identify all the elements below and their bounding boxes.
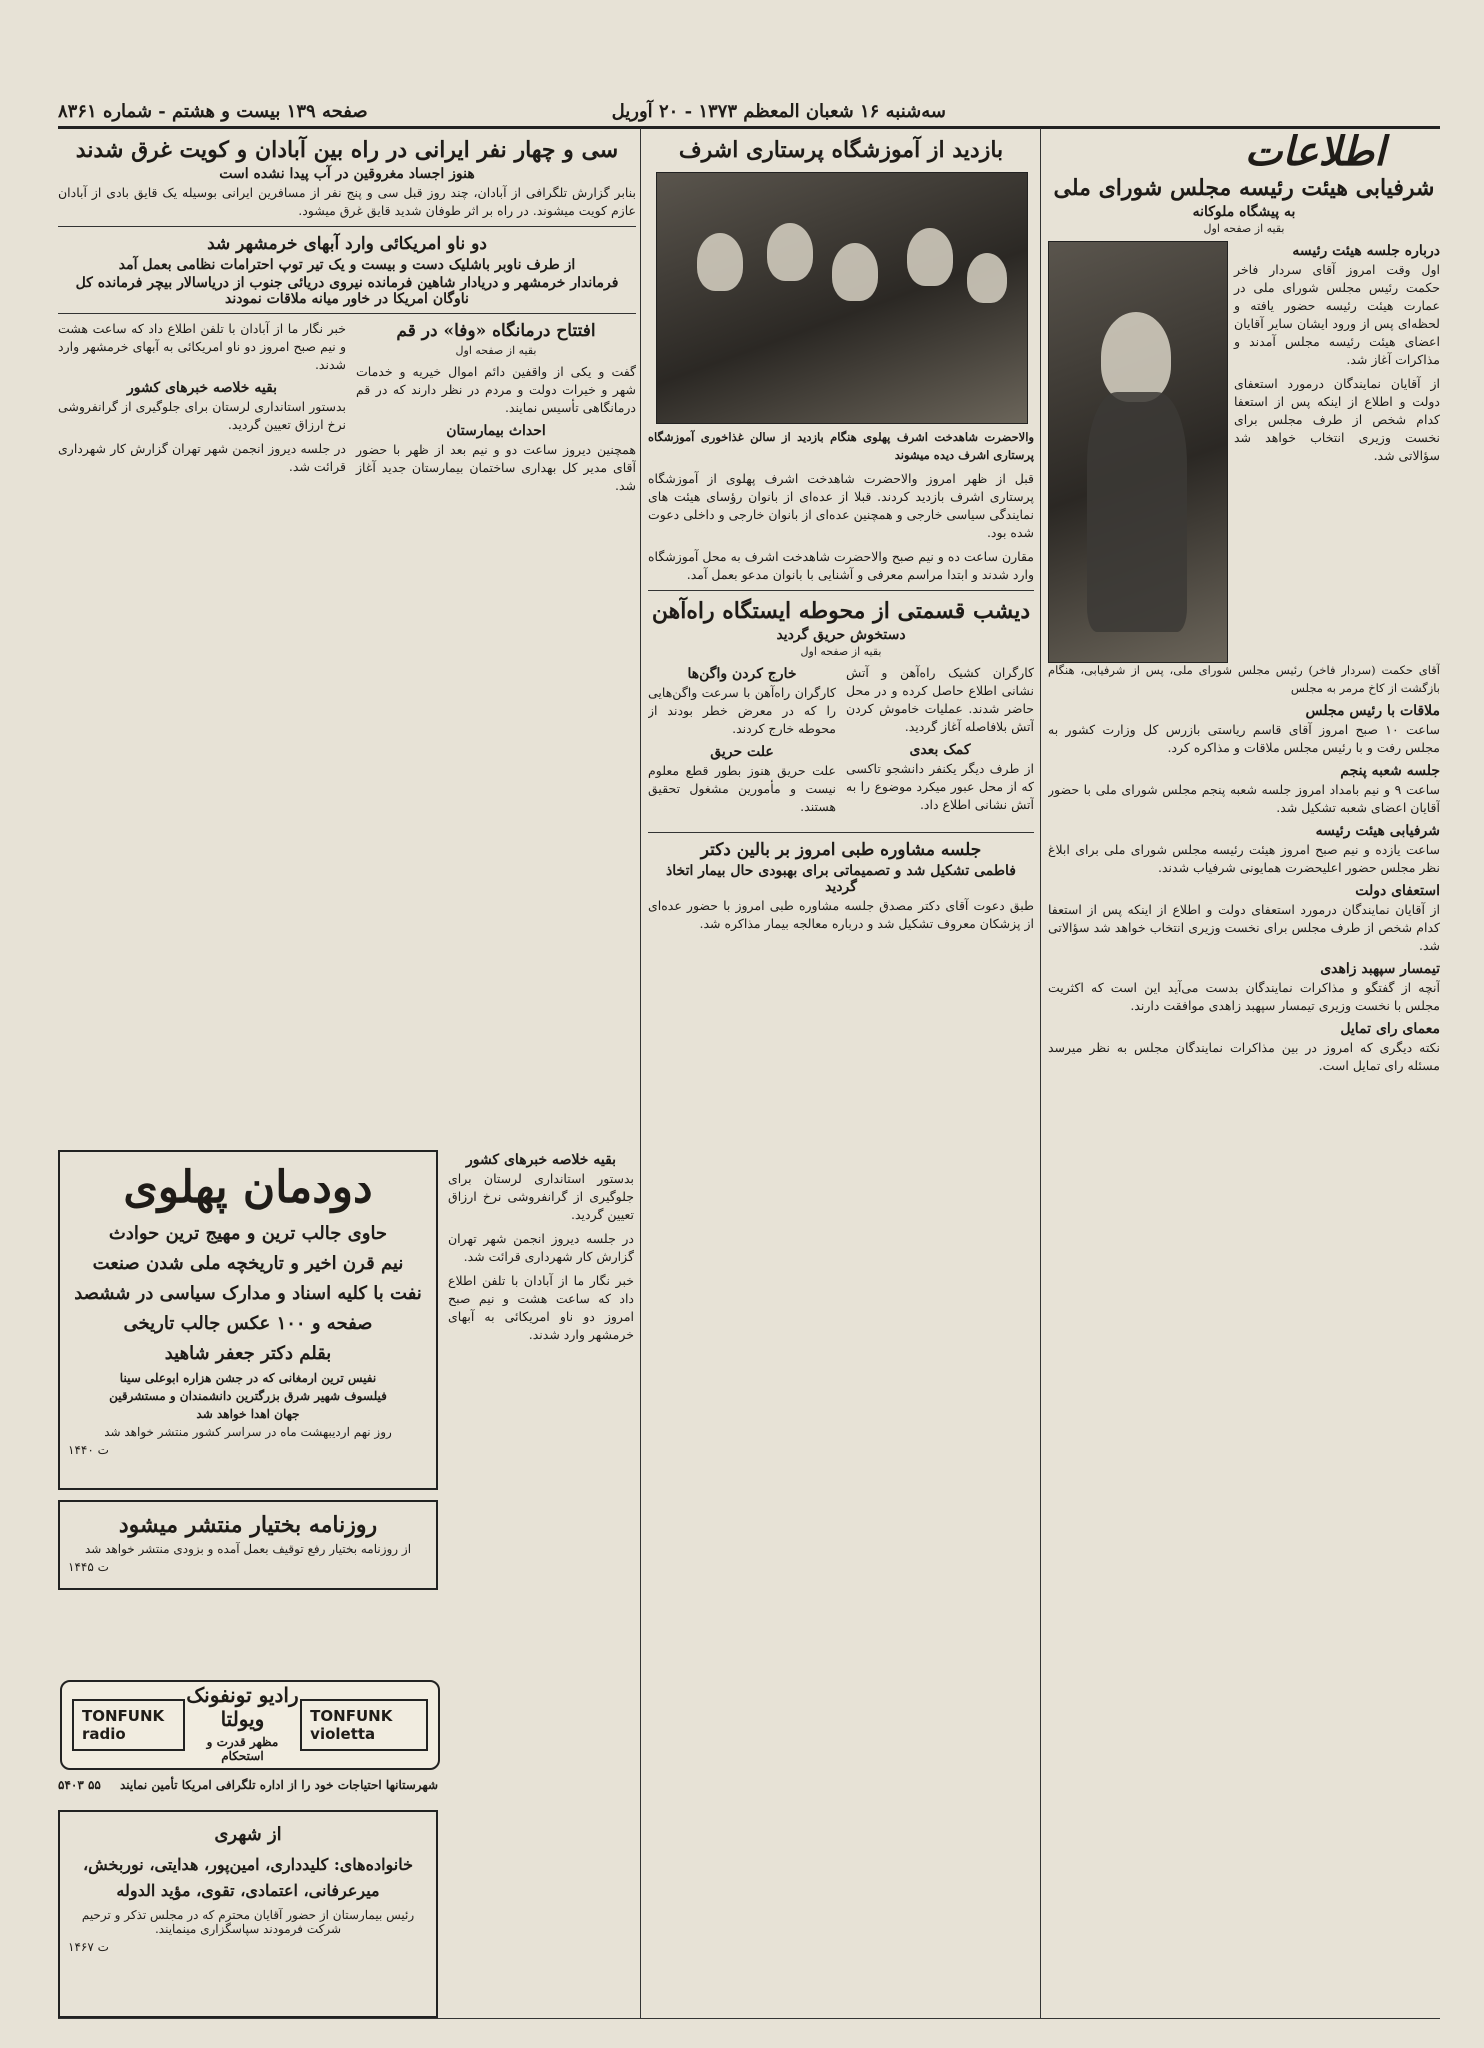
photo-caption: آقای حکمت (سردار فاخر) رئیس مجلس شورای ملی، پس از شرفیابی، هنگام بازگشت از کاخ مرمر به مجلس — [1048, 663, 1440, 695]
paragraph: ساعت ۹ و نیم بامداد امروز جلسه شعبه پنجم مجلس شورای ملی با حضور آقایان اعضای شعبه تشکیل شد. — [1048, 782, 1440, 815]
paragraph: از طرف دیگر یکنفر دانشجو تاکسی که از محل عبور میکرد موضوع را به آتش نشانی اطلاع داد. — [846, 761, 1034, 812]
ad-bakhtiar-title: روزنامه بختیار منتشر میشود — [118, 1512, 378, 1538]
ad-code: ت ۱۴۶۷ — [68, 1940, 109, 1954]
column-middle — [648, 130, 1034, 2020]
ad-line: بقلم دکتر جعفر شاهید — [164, 1343, 332, 1364]
ad-radio-phone: ۵۵ ۵۴۰۳ — [58, 1778, 101, 1792]
section-heading: معمای رای تمایل — [1340, 1021, 1440, 1037]
page-line: صفحه ۱۳۹ بیست و هشتم - شماره ۸۳۶۱ — [58, 100, 368, 122]
headline-clinic: افتتاح درمانگاه «وفا» در قم — [396, 321, 596, 341]
paragraph: همچنین دیروز ساعت دو و نیم بعد از ظهر با حضور آقای مدیر کل بهداری ساختمان بیمارستان جدید آغاز شد. — [356, 442, 636, 493]
paragraph: آنچه از گفتگو و مذاکرات نمایندگان بدست می‌آید این است که اکثریت مجلس با نخست وزیری تیمسار سپهبد زاهدی موافقت دارند. — [1048, 980, 1440, 1013]
section-heading: احداث بیمارستان — [446, 423, 546, 439]
headline-boat: سی و چهار نفر ایرانی در راه بین آبادان و کویت غرق شدند — [75, 137, 619, 163]
headline-rail-fire: دیشب قسمتی از محوطه ایستگاه راه‌آهن — [651, 598, 1031, 624]
paragraph: در جلسه دیروز انجمن شهر تهران گزارش کار شهرداری قرائت شد. — [58, 441, 346, 474]
headline-us-ships: دو ناو امریکائی وارد آبهای خرمشهر شد — [207, 234, 487, 254]
section-heading: بقیه خلاصه خبرهای کشور — [465, 1152, 617, 1168]
notice-box — [58, 1810, 438, 2018]
section-heading: بقیه خلاصه خبرهای کشور — [126, 380, 278, 396]
section-heading: علت حریق — [710, 744, 774, 760]
ad-radio-brand-left: TONFUNK violetta — [300, 1699, 428, 1751]
paragraph: بدستور استانداری لرستان برای جلوگیری از گرانفروشی نرخ ارزاق تعیین گردید. — [448, 1171, 634, 1222]
ad-line: نفت با کلیه اسناد و مدارک سیاسی در ششصد — [74, 1283, 422, 1304]
subhead-us-ships-2: فرماندار خرمشهر و دریادار شاهین فرمانده نیروی دریائی جنوب از دریاسالار بیچر فرمانده کل ناوگان امریکا در خاور میانه ملاقات نمودند — [75, 275, 619, 307]
ad-line: جهان اهدا خواهد شد — [196, 1407, 300, 1421]
paragraph: علت حریق هنوز بطور قطع معلوم نیست و مأمورین مشغول تحقیق هستند. — [648, 763, 836, 814]
paragraph: در جلسه دیروز انجمن شهر تهران گزارش کار شهرداری قرائت شد. — [448, 1231, 634, 1264]
section-heading: کمک بعدی — [909, 742, 971, 758]
divider-mid — [640, 128, 641, 2018]
ad-radio-note-text: شهرستانها احتیاجات خود را از اداره تلگرافی امریکا تأمین نمایند — [119, 1778, 438, 1792]
notice-families: خانواده‌های: کلیدداری، امین‌پور، هدایتی، نوربخش، میرعرفانی، اعتمادی، تقوی، مؤید الدوله — [82, 1855, 414, 1900]
paragraph: اول وقت امروز آقای سردار فاخر حکمت رئیس مجلس شورای ملی در عمارت هیئت رئیسه حضور یافته و لحظه‌ای پس از ورود ایشان سایر آقایان اعضای هیئت رئیسه مجلس آمدند و مذاکرات آغاز شد. — [1234, 262, 1440, 367]
continued-note: بقیه از صفحه اول — [800, 645, 882, 658]
newspaper-logo: اطلاعات — [1244, 128, 1386, 175]
masthead-bar — [58, 98, 1440, 124]
photo-speaker — [1048, 241, 1228, 663]
section-heading: خارج کردن واگن‌ها — [687, 666, 797, 682]
ad-radio-subtitle: مظهر قدرت و استحکام — [206, 1735, 279, 1763]
ad-bakhtiar — [58, 1500, 438, 1590]
ad-book — [58, 1150, 438, 1490]
subhead-rail-fire: دستخوش حریق گردید — [776, 627, 906, 643]
paragraph: بنابر گزارش تلگرافی از آبادان، چند روز قبل سی و پنج نفر از مسافرین ایرانی بوسیله یک قایق بادی از آبادان عازم کویت میشوند. در راه بر اثر طوفان شدید قایق غرق میشود. — [58, 185, 636, 218]
ad-book-title: دودمان پهلوی — [123, 1162, 373, 1213]
column-left — [58, 130, 636, 1130]
ad-radio-note — [58, 1778, 438, 1792]
ad-radio — [60, 1680, 440, 1770]
paragraph: کارگران کشیک راه‌آهن و آتش نشانی اطلاع حاصل کرده و در محل حاضر شدند. عملیات خاموش کردن آتش بلافاصله آغاز گردید. — [846, 665, 1034, 734]
paragraph: از آقایان نمایندگان درمورد استعفای دولت و اطلاع از اینکه پس از استعفا کدام شخص از طرف مجلس برای نخست وزیری انتخاب خواهد شد سؤالاتی شد. — [1234, 376, 1440, 463]
photo-caption: والاحضرت شاهدخت اشرف پهلوی هنگام بازدید از سالن غذاخوری آموزشگاه پرستاری اشرف دیده میشوند — [648, 430, 1034, 462]
ad-radio-brand-right: TONFUNK radio — [72, 1699, 185, 1751]
paragraph: گفت و یکی از واقفین دائم اموال خیریه و خدمات شهر و خیرات دولت و مردم در نظر دارند که در قم درمانگاهی تأسیس نمایند. — [356, 364, 636, 415]
ad-line: حاوی جالب ترین و مهیج ترین حوادث — [108, 1223, 388, 1244]
bottom-rule — [58, 2018, 1440, 2019]
continued-note: بقیه از صفحه اول — [455, 344, 537, 357]
column-right — [1048, 168, 1440, 2018]
column-left-lower — [448, 1150, 634, 2010]
subhead-medical: فاطمی تشکیل شد و تصمیماتی برای بهبودی حال بیمار اتخاذ گردید — [666, 863, 1016, 895]
continued-note: بقیه از صفحه اول — [1203, 222, 1285, 235]
paragraph: ساعت یازده و نیم صبح امروز هیئت رئیسه مجلس شورای ملی برای ابلاغ نظر مجلس حضور اعلیحضرت همایونی شرفیاب شدند. — [1048, 842, 1440, 875]
section-heading: ملاقات با رئیس مجلس — [1305, 703, 1440, 719]
subhead-us-ships: از طرف ناوبر باشلیک دست و بیست و یک تیر توپ احترامات نظامی بعمل آمد — [118, 257, 576, 273]
photo-nursing-school — [656, 172, 1028, 424]
paragraph: بدستور استانداری لرستان برای جلوگیری از گرانفروشی نرخ ارزاق تعیین گردید. — [58, 399, 346, 432]
subhead-parliament: به پیشگاه ملوکانه — [1192, 204, 1296, 220]
ad-bakhtiar-text: از روزنامه بختیار رفع توقیف بعمل آمده و بزودی منتشر خواهد شد — [84, 1542, 412, 1556]
paragraph: طبق دعوت آقای دکتر مصدق جلسه مشاوره طبی امروز با حضور عده‌ای از پزشکان معروف تشکیل شد و درباره معالجه بیمار مذاکره شد. — [648, 898, 1034, 931]
ad-line: نفیس ترین ارمغانی که در جشن هزاره ابوعلی سینا — [119, 1371, 377, 1385]
paragraph: خبر نگار ما از آبادان با تلفن اطلاع داد که ساعت هشت و نیم صبح امروز دو ناو امریکائی به آبهای خرمشهر وارد شدند. — [448, 1273, 634, 1342]
paragraph: ساعت ۱۰ صبح امروز آقای قاسم ریاستی بازرس کل وزارت کشور به مجلس رفت و با رئیس مجلس ملاقات و مذاکره کرد. — [1048, 722, 1440, 755]
paragraph: کارگران راه‌آهن با سرعت واگن‌هایی را که در معرض خطر بودند از محوطه خارج کردند. — [648, 685, 836, 736]
headline-nursing-school: بازدید از آموزشگاه پرستاری اشرف — [678, 137, 1004, 163]
section-heading: درباره جلسه هیئت رئیسه — [1292, 243, 1440, 259]
divider-right — [1040, 128, 1041, 2018]
notice-title: از شهری — [214, 1824, 282, 1845]
ad-code: ت ۱۴۴۰ — [68, 1443, 109, 1457]
ad-line: فیلسوف شهیر شرق بزرگترین دانشمندان و مستشرقین — [109, 1389, 387, 1403]
ad-code: ت ۱۴۴۵ — [68, 1560, 109, 1574]
ad-line: صفحه و ۱۰۰ عکس جالب تاریخی — [123, 1313, 373, 1334]
paragraph: خبر نگار ما از آبادان با تلفن اطلاع داد که ساعت هشت و نیم صبح امروز دو ناو امریکائی به آبهای خرمشهر وارد شدند. — [58, 321, 346, 372]
section-heading: استعفای دولت — [1355, 883, 1440, 899]
ad-radio-title: رادیو تونفونک ویولتا — [186, 1683, 299, 1731]
ad-line: نیم قرن اخیر و تاریخچه ملی شدن صنعت — [92, 1253, 404, 1274]
date-line: سه‌شنبه ۱۶ شعبان المعظم ۱۳۷۳ - ۲۰ آوریل — [611, 100, 946, 122]
paragraph: نکته دیگری که امروز در بین مذاکرات نمایندگان مجلس به نظر میرسد مسئله رای تمایل است. — [1048, 1040, 1440, 1073]
section-heading: جلسه شعبه پنجم — [1340, 763, 1440, 779]
paragraph: مقارن ساعت ده و نیم صبح والاحضرت شاهدخت اشرف به محل آموزشگاه وارد شدند و ابتدا مراسم معرفی و آشنایی با بانوان مدعو بعمل آمد. — [648, 549, 1034, 582]
paragraph: قبل از ظهر امروز والاحضرت شاهدخت اشرف پهلوی از آموزشگاه پرستاری اشرف بازدید کردند. قبلا از عده‌ای از بانوان رؤسای هیئت های نمایندگی سیاسی خارجی و همچنین عده‌ای از بانوان خارجی و داخلی دعوت شده بود. — [648, 471, 1034, 540]
notice-body: رئیس بیمارستان از حضور آقایان محترم که در مجلس تذکر و ترحیم شرکت فرمودند سپاسگزاری مینمایند. — [81, 1908, 415, 1936]
section-heading: تیمسار سپهبد زاهدی — [1320, 961, 1440, 977]
headline-parliament: شرفیابی هیئت رئیسه مجلس شورای ملی — [1053, 175, 1435, 201]
headline-medical: جلسه مشاوره طبی امروز بر بالین دکتر — [700, 840, 982, 860]
subhead-boat: هنوز اجساد مغروقین در آب پیدا نشده است — [219, 166, 475, 182]
ad-book-release: روز نهم اردیبهشت ماه در سراسر کشور منتشر خواهد شد — [104, 1425, 392, 1439]
section-heading: شرفیابی هیئت رئیسه — [1315, 823, 1440, 839]
paragraph: از آقایان نمایندگان درمورد استعفای دولت و اطلاع از اینکه پس از استعفا کدام شخص از طرف مجلس برای نخست وزیری انتخاب خواهد شد سؤالاتی شد. — [1048, 902, 1440, 953]
